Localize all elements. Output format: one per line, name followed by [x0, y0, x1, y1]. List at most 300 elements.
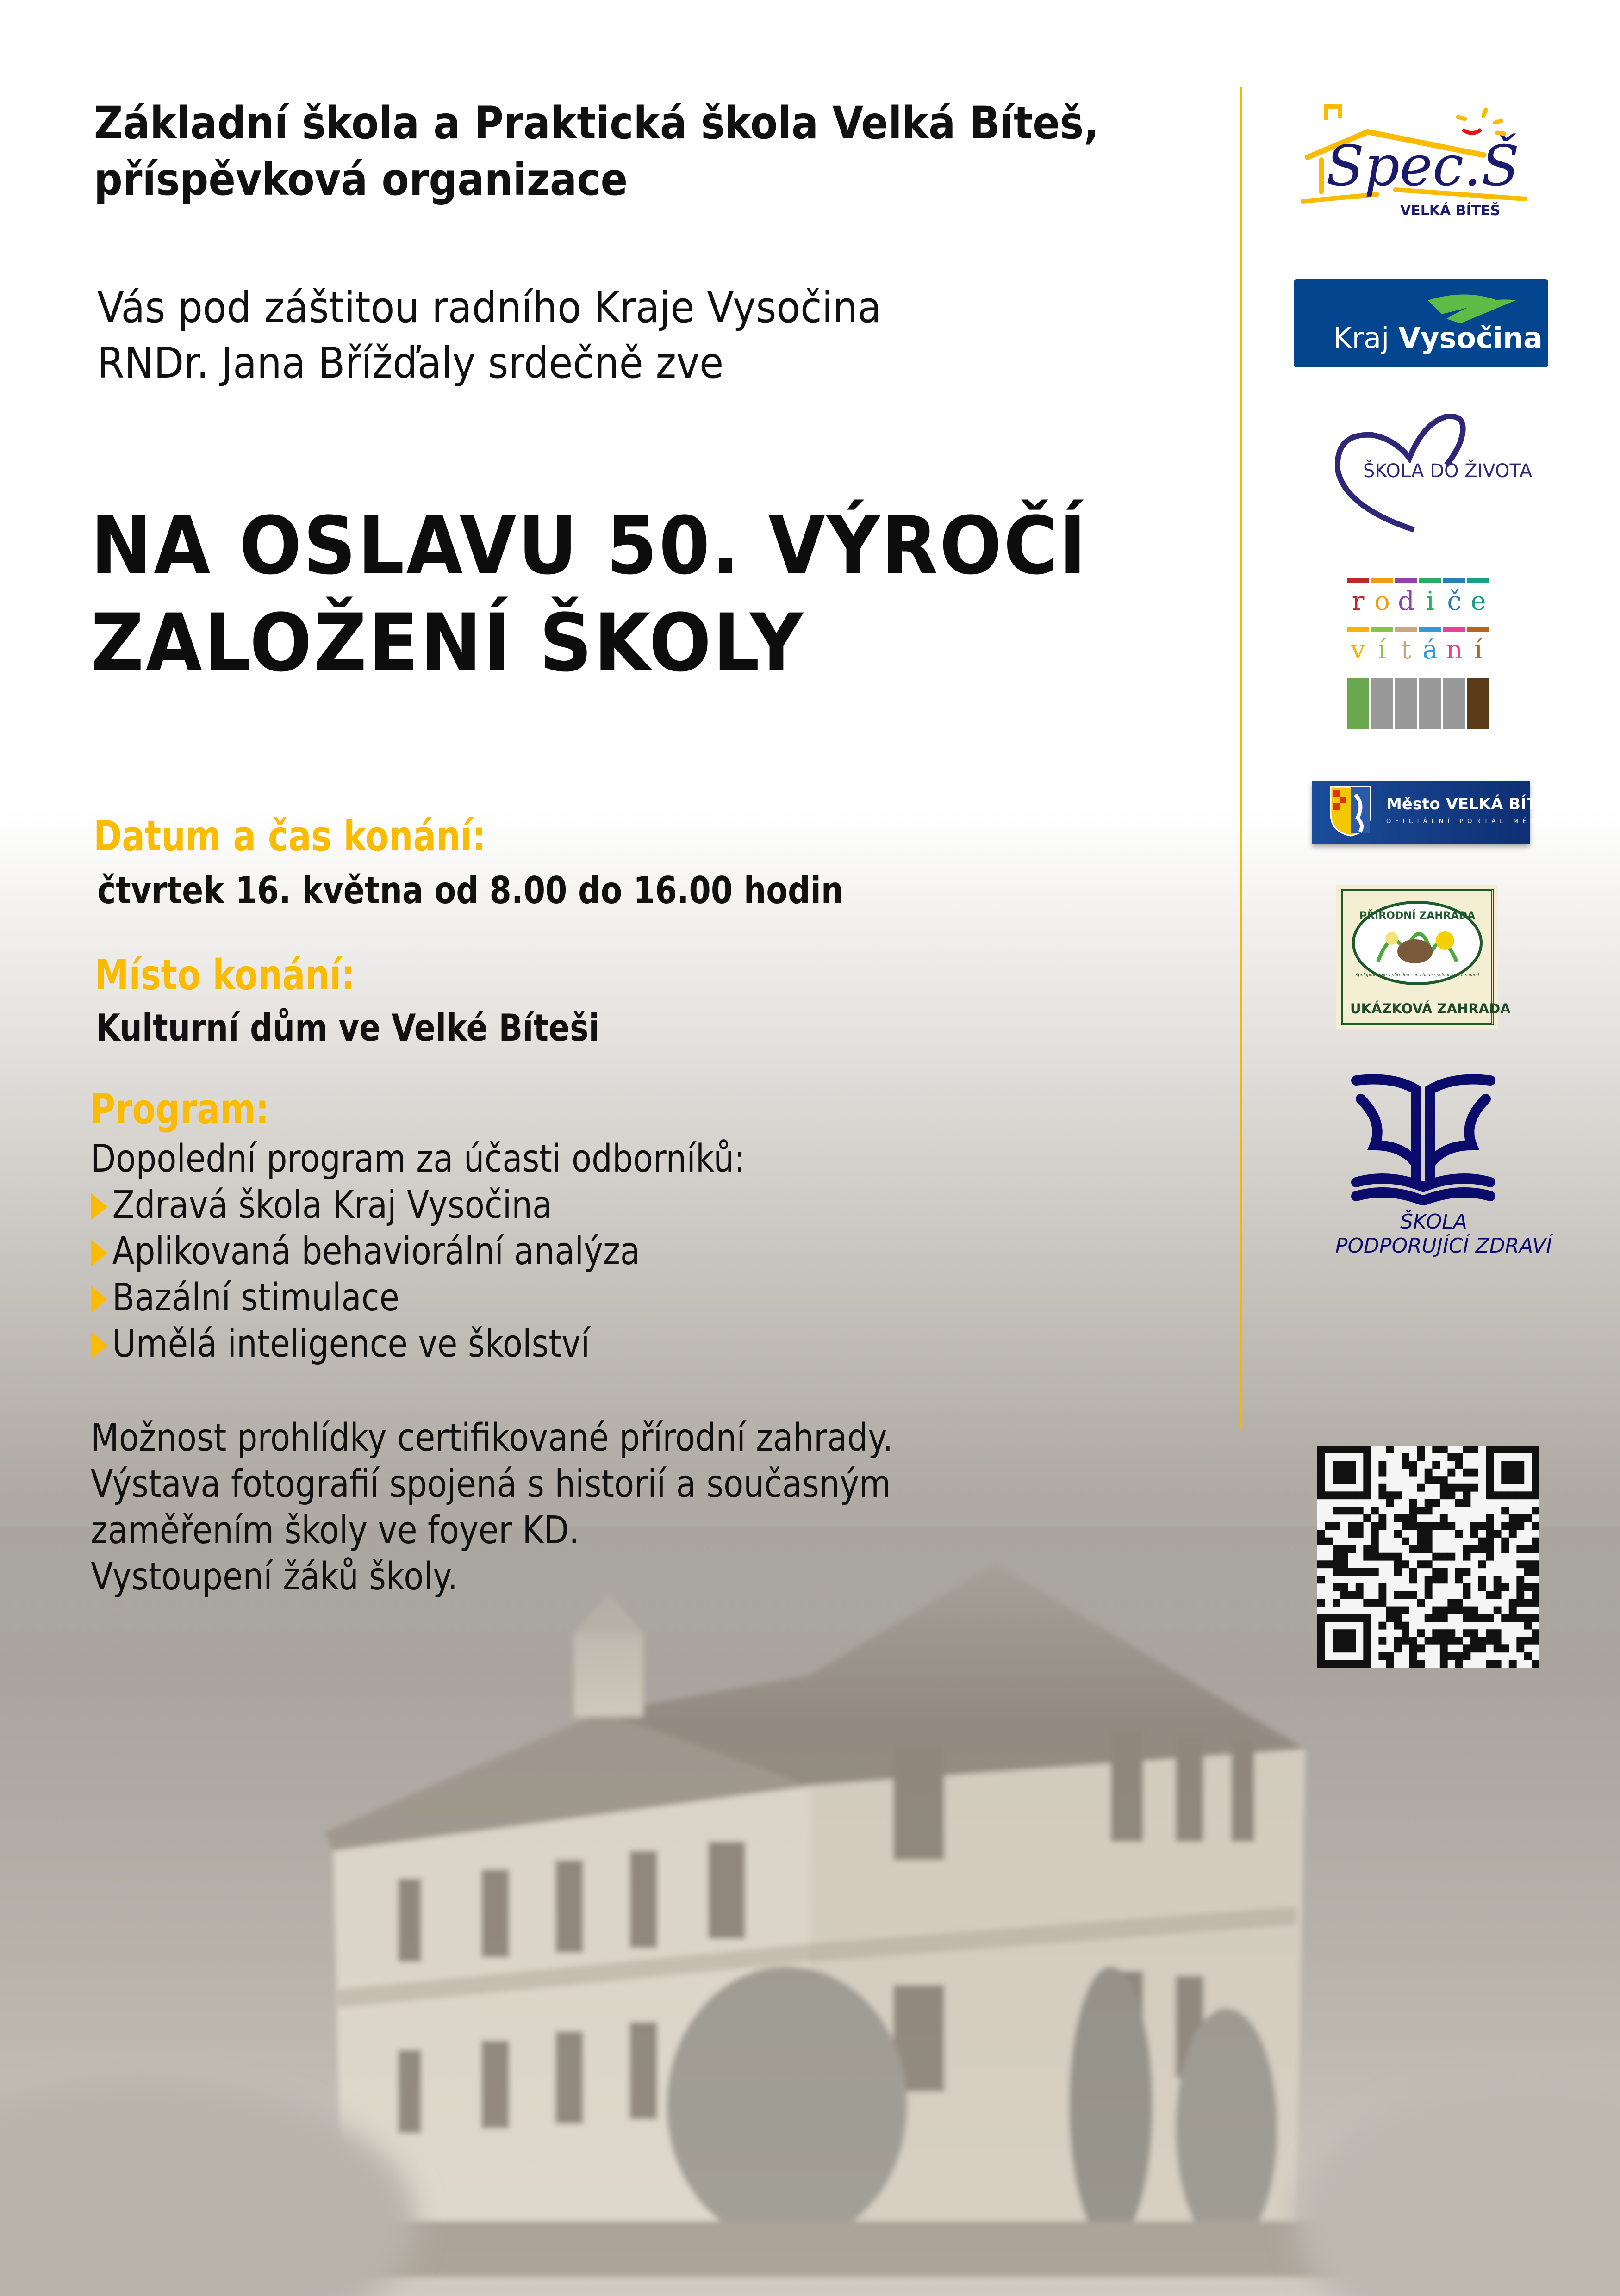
invitation-line-1: Vás pod záštitou radního Kraje Vysočina	[97, 283, 882, 332]
qr-module	[1386, 1614, 1394, 1622]
qr-module	[1532, 1476, 1539, 1484]
qr-module	[1455, 1637, 1463, 1645]
qr-module	[1363, 1545, 1371, 1553]
qr-module	[1394, 1530, 1402, 1538]
qr-module	[1463, 1568, 1470, 1576]
qr-module	[1340, 1461, 1348, 1469]
qr-module	[1386, 1660, 1394, 1668]
qr-module	[1425, 1507, 1433, 1514]
qr-module	[1486, 1461, 1494, 1469]
svg-text:Spec.Š: Spec.Š	[1326, 134, 1520, 199]
qr-module	[1470, 1629, 1478, 1637]
qr-module	[1486, 1538, 1494, 1545]
qr-module	[1340, 1629, 1348, 1637]
qr-module	[1371, 1568, 1379, 1576]
qr-module	[1394, 1560, 1402, 1568]
qr-module	[1378, 1622, 1386, 1630]
qr-module	[1409, 1576, 1417, 1583]
qr-module	[1409, 1499, 1417, 1507]
qr-module	[1317, 1476, 1325, 1484]
program-item-label: Umělá inteligence ve školství	[112, 1322, 590, 1366]
qr-module	[1348, 1507, 1356, 1514]
qr-module	[1402, 1514, 1409, 1522]
qr-module	[1325, 1660, 1333, 1668]
qr-module	[1340, 1568, 1348, 1576]
qr-module	[1509, 1514, 1517, 1522]
qr-module	[1325, 1522, 1333, 1530]
qr-module	[1417, 1660, 1425, 1668]
qr-module	[1463, 1583, 1470, 1591]
qr-module	[1486, 1484, 1494, 1492]
qr-module	[1340, 1660, 1348, 1668]
qr-module	[1486, 1530, 1494, 1538]
qr-module	[1463, 1545, 1470, 1553]
qr-module	[1340, 1583, 1348, 1591]
qr-module	[1463, 1652, 1470, 1660]
qr-module	[1340, 1560, 1348, 1568]
qr-module	[1532, 1568, 1539, 1576]
qr-module	[1432, 1607, 1440, 1614]
qr-module	[1333, 1545, 1340, 1553]
qr-module	[1425, 1522, 1433, 1530]
qr-module	[1486, 1446, 1494, 1453]
qr-module	[1440, 1644, 1448, 1652]
qr-module	[1501, 1538, 1509, 1545]
qr-module	[1486, 1476, 1494, 1484]
qr-module	[1478, 1576, 1486, 1583]
qr-module	[1509, 1446, 1517, 1453]
qr-module	[1363, 1629, 1371, 1637]
qr-module	[1532, 1522, 1539, 1530]
qr-module	[1386, 1553, 1394, 1561]
qr-module	[1386, 1652, 1394, 1660]
letter-tile: n	[1443, 627, 1465, 673]
organization-line-1: Základní škola a Praktická škola Velká Bíteš,	[94, 97, 1099, 149]
qr-module	[1402, 1461, 1409, 1469]
qr-module	[1532, 1469, 1539, 1477]
qr-module	[1463, 1644, 1470, 1652]
qr-module	[1340, 1614, 1348, 1622]
qr-module	[1524, 1622, 1532, 1630]
qr-module	[1494, 1607, 1502, 1614]
qr-module	[1516, 1614, 1524, 1622]
qr-module	[1532, 1591, 1539, 1599]
qr-module	[1409, 1637, 1417, 1645]
qr-module	[1317, 1453, 1325, 1461]
organization-line-2: příspěvková organizace	[94, 154, 628, 205]
qr-module	[1455, 1576, 1463, 1583]
letter-tile: o	[1371, 578, 1393, 625]
qr-module	[1509, 1491, 1517, 1499]
qr-module	[1378, 1637, 1386, 1645]
qr-module	[1478, 1522, 1486, 1530]
qr-module	[1486, 1491, 1494, 1499]
qr-module	[1371, 1530, 1379, 1538]
qr-module	[1455, 1530, 1463, 1538]
qr-module	[1394, 1491, 1402, 1499]
letter-tile: á	[1419, 627, 1441, 673]
letter-tile: í	[1371, 627, 1393, 673]
qr-module	[1486, 1522, 1494, 1530]
color-bar	[1371, 678, 1393, 729]
letter-tile: d	[1395, 578, 1417, 625]
qr-module	[1394, 1644, 1402, 1652]
qr-module	[1333, 1469, 1340, 1477]
qr-module	[1394, 1591, 1402, 1599]
qr-module	[1378, 1491, 1386, 1499]
qr-module	[1417, 1507, 1425, 1514]
qr-module	[1371, 1538, 1379, 1545]
qr-module	[1440, 1629, 1448, 1637]
qr-module	[1425, 1591, 1433, 1599]
invitation-text	[97, 280, 882, 391]
qr-module	[1333, 1599, 1340, 1607]
rodice-vitani-logo	[1347, 578, 1495, 736]
qr-module	[1524, 1446, 1532, 1453]
qr-module	[1478, 1545, 1486, 1553]
skola-zdravi-line-1: ŠKOLA	[1400, 1210, 1467, 1234]
qr-module	[1455, 1461, 1463, 1469]
qr-module	[1501, 1491, 1509, 1499]
qr-module	[1447, 1491, 1455, 1499]
program-item-label: Zdravá škola Kraj Vysočina	[112, 1183, 553, 1227]
qr-module	[1317, 1644, 1325, 1652]
qr-module	[1455, 1607, 1463, 1614]
program-item-label: Aplikovaná behaviorální analýza	[112, 1229, 641, 1273]
qr-module	[1486, 1660, 1494, 1668]
qr-module	[1455, 1453, 1463, 1461]
qr-module	[1463, 1629, 1470, 1637]
qr-module	[1363, 1660, 1371, 1668]
qr-module	[1394, 1637, 1402, 1645]
color-bar	[1443, 678, 1465, 729]
qr-module	[1447, 1652, 1455, 1660]
qr-module	[1409, 1469, 1417, 1477]
qr-module	[1356, 1660, 1364, 1668]
qr-module	[1317, 1629, 1325, 1637]
title-line-2: ZALOŽENÍ ŠKOLY	[91, 596, 805, 689]
qr-module	[1317, 1652, 1325, 1660]
qr-module	[1516, 1560, 1524, 1568]
qr-module	[1524, 1545, 1532, 1553]
qr-module	[1455, 1660, 1463, 1668]
qr-module	[1317, 1599, 1325, 1607]
qr-module	[1363, 1446, 1371, 1453]
qr-module	[1432, 1461, 1440, 1469]
qr-module	[1447, 1453, 1455, 1461]
triangle-bullet-icon	[91, 1193, 107, 1221]
qr-module	[1509, 1607, 1517, 1614]
qr-module	[1394, 1614, 1402, 1622]
qr-module	[1524, 1614, 1532, 1622]
qr-module	[1356, 1530, 1364, 1538]
qr-module	[1440, 1553, 1448, 1561]
qr-module	[1363, 1637, 1371, 1645]
qr-module	[1486, 1629, 1494, 1637]
svg-text:Spolupracujme s přírodou - ona: Spolupracujme s přírodou - ona bude spolupracovat s námi	[1355, 973, 1479, 978]
qr-module	[1516, 1522, 1524, 1530]
qr-module	[1432, 1476, 1440, 1484]
qr-module	[1440, 1607, 1448, 1614]
qr-module	[1532, 1491, 1539, 1499]
qr-module	[1333, 1522, 1340, 1530]
qr-module	[1440, 1660, 1448, 1668]
qr-module	[1333, 1568, 1340, 1576]
qr-module	[1348, 1461, 1356, 1469]
skola-do-zivota-logo	[1335, 414, 1533, 534]
svg-text:PŘÍRODNÍ ZAHRADA: PŘÍRODNÍ ZAHRADA	[1359, 910, 1476, 922]
note-line: Možnost prohlídky certifikované přírodní zahrady.	[91, 1416, 893, 1460]
qr-module	[1470, 1637, 1478, 1645]
qr-module	[1356, 1591, 1364, 1599]
qr-module	[1340, 1507, 1348, 1514]
skola-zdravi-line-2: PODPORUJÍCÍ ZDRAVÍ	[1335, 1234, 1552, 1258]
qr-module	[1432, 1637, 1440, 1645]
qr-module	[1317, 1530, 1325, 1538]
qr-module	[1340, 1469, 1348, 1477]
qr-module	[1317, 1469, 1325, 1477]
qr-module	[1378, 1522, 1386, 1530]
mesto-subtitle: OFICIÁLNÍ PORTÁL MĚSTA	[1386, 818, 1555, 825]
event-title	[91, 497, 1088, 692]
qr-module	[1356, 1446, 1364, 1453]
svg-text:VELKÁ BÍTEŠ: VELKÁ BÍTEŠ	[1400, 203, 1501, 219]
qr-module	[1432, 1629, 1440, 1637]
qr-module	[1516, 1637, 1524, 1645]
qr-module	[1425, 1530, 1433, 1538]
qr-module	[1440, 1514, 1448, 1522]
qr-module	[1432, 1499, 1440, 1507]
qr-module	[1470, 1446, 1478, 1453]
qr-module	[1340, 1644, 1348, 1652]
qr-module	[1532, 1545, 1539, 1553]
note-line: Vystoupení žáků školy.	[91, 1555, 458, 1599]
qr-module	[1325, 1614, 1333, 1622]
qr-module	[1348, 1446, 1356, 1453]
qr-module	[1378, 1514, 1386, 1522]
qr-module	[1409, 1545, 1417, 1553]
qr-module	[1516, 1545, 1524, 1553]
qr-module	[1478, 1538, 1486, 1545]
qr-module	[1463, 1499, 1470, 1507]
qr-code[interactable]	[1317, 1446, 1539, 1668]
qr-module	[1501, 1476, 1509, 1484]
qr-module	[1333, 1629, 1340, 1637]
qr-module	[1363, 1553, 1371, 1561]
program-item	[91, 1275, 745, 1321]
qr-module	[1348, 1660, 1356, 1668]
qr-module	[1348, 1522, 1356, 1530]
qr-module	[1348, 1644, 1356, 1652]
qr-module	[1325, 1538, 1333, 1545]
zahrada-bottom-text: UKÁZKOVÁ ZAHRADA	[1350, 1001, 1511, 1017]
letter-tile: e	[1467, 578, 1489, 625]
qr-module	[1386, 1499, 1394, 1507]
qr-module	[1440, 1484, 1448, 1492]
qr-module	[1516, 1599, 1524, 1607]
qr-module	[1333, 1507, 1340, 1514]
qr-module	[1524, 1583, 1532, 1591]
qr-module	[1317, 1576, 1325, 1583]
qr-module	[1516, 1469, 1524, 1477]
qr-module	[1402, 1637, 1409, 1645]
qr-module	[1363, 1484, 1371, 1492]
qr-module	[1463, 1446, 1470, 1453]
qr-module	[1425, 1614, 1433, 1622]
color-bar	[1347, 678, 1369, 729]
qr-module	[1333, 1461, 1340, 1469]
program-heading: Program:	[90, 1085, 269, 1134]
qr-module	[1524, 1637, 1532, 1645]
qr-module	[1409, 1461, 1417, 1469]
qr-module	[1532, 1660, 1539, 1668]
qr-module	[1363, 1652, 1371, 1660]
qr-module	[1524, 1599, 1532, 1607]
qr-module	[1333, 1637, 1340, 1645]
skola-podporujici-zdravi-logo	[1333, 1071, 1552, 1266]
qr-module	[1356, 1568, 1364, 1576]
coat-of-arms-icon	[1330, 786, 1371, 837]
qr-module	[1317, 1622, 1325, 1630]
qr-module	[1494, 1583, 1502, 1591]
qr-module	[1501, 1644, 1509, 1652]
qr-module	[1425, 1499, 1433, 1507]
qr-module	[1402, 1560, 1409, 1568]
qr-module	[1509, 1599, 1517, 1607]
organization-name	[94, 95, 1099, 208]
qr-module	[1402, 1629, 1409, 1637]
qr-module	[1363, 1461, 1371, 1469]
qr-module	[1532, 1484, 1539, 1492]
letter-tile: č	[1443, 578, 1465, 625]
qr-module	[1371, 1545, 1379, 1553]
qr-module	[1363, 1614, 1371, 1622]
qr-module	[1402, 1622, 1409, 1630]
hedgehog-dandelion-emblem-icon	[1350, 897, 1484, 994]
qr-module	[1409, 1507, 1417, 1514]
prirodni-zahrada-logo	[1336, 885, 1511, 1029]
qr-module	[1509, 1660, 1517, 1668]
qr-module	[1417, 1484, 1425, 1492]
qr-module	[1501, 1545, 1509, 1553]
qr-module	[1463, 1553, 1470, 1561]
qr-module	[1348, 1491, 1356, 1499]
qr-code-icon	[1317, 1446, 1539, 1668]
qr-module	[1516, 1514, 1524, 1522]
qr-module	[1378, 1469, 1386, 1477]
qr-module	[1333, 1614, 1340, 1622]
qr-module	[1486, 1553, 1494, 1561]
qr-module	[1447, 1637, 1455, 1645]
qr-module	[1340, 1553, 1348, 1561]
qr-module	[1402, 1538, 1409, 1545]
qr-module	[1409, 1660, 1417, 1668]
qr-module	[1463, 1491, 1470, 1499]
qr-module	[1494, 1660, 1502, 1668]
qr-module	[1532, 1599, 1539, 1607]
qr-module	[1378, 1599, 1386, 1607]
qr-module	[1348, 1530, 1356, 1538]
qr-module	[1378, 1591, 1386, 1599]
triangle-bullet-icon	[91, 1239, 107, 1267]
qr-module	[1378, 1553, 1386, 1561]
qr-module	[1447, 1553, 1455, 1561]
qr-module	[1340, 1491, 1348, 1499]
qr-module	[1501, 1469, 1509, 1477]
qr-module	[1470, 1614, 1478, 1622]
note-line: Výstava fotografií spojená s historií a současným	[91, 1462, 891, 1506]
letter-tile: v	[1347, 627, 1369, 673]
note-line: zaměřením školy ve foyer KD.	[91, 1508, 579, 1552]
qr-module	[1470, 1522, 1478, 1530]
qr-module	[1371, 1553, 1379, 1561]
qr-module	[1455, 1568, 1463, 1576]
qr-module	[1440, 1568, 1448, 1576]
qr-module	[1317, 1538, 1325, 1545]
letter-tile: t	[1395, 627, 1417, 673]
qr-module	[1340, 1446, 1348, 1453]
qr-module	[1317, 1461, 1325, 1469]
qr-module	[1394, 1607, 1402, 1614]
qr-module	[1463, 1591, 1470, 1599]
qr-module	[1478, 1560, 1486, 1568]
qr-module	[1447, 1629, 1455, 1637]
qr-module	[1325, 1491, 1333, 1499]
qr-module	[1478, 1637, 1486, 1645]
qr-module	[1340, 1637, 1348, 1645]
qr-module	[1440, 1637, 1448, 1645]
qr-module	[1532, 1614, 1539, 1622]
qr-module	[1402, 1453, 1409, 1461]
qr-module	[1516, 1591, 1524, 1599]
qr-module	[1371, 1599, 1379, 1607]
program-item	[91, 1182, 745, 1229]
kraj-vysocina-text	[1333, 321, 1543, 355]
qr-module	[1317, 1560, 1325, 1568]
qr-module	[1509, 1469, 1517, 1477]
qr-module	[1348, 1545, 1356, 1553]
qr-module	[1417, 1522, 1425, 1530]
qr-module	[1356, 1614, 1364, 1622]
program-list	[91, 1136, 745, 1367]
qr-module	[1356, 1583, 1364, 1591]
qr-module	[1532, 1507, 1539, 1514]
qr-module	[1486, 1591, 1494, 1599]
qr-module	[1333, 1660, 1340, 1668]
qr-module	[1516, 1644, 1524, 1652]
qr-module	[1409, 1568, 1417, 1576]
qr-module	[1432, 1446, 1440, 1453]
qr-module	[1363, 1469, 1371, 1477]
qr-module	[1509, 1530, 1517, 1538]
qr-module	[1486, 1637, 1494, 1645]
qr-module	[1501, 1614, 1509, 1622]
place-heading: Místo konání:	[95, 951, 355, 999]
qr-module	[1532, 1629, 1539, 1637]
qr-module	[1356, 1507, 1364, 1514]
qr-module	[1447, 1522, 1455, 1530]
qr-module	[1417, 1538, 1425, 1545]
vertical-divider	[1240, 87, 1242, 1429]
qr-module	[1509, 1614, 1517, 1622]
qr-module	[1447, 1469, 1455, 1477]
qr-module	[1425, 1576, 1433, 1583]
letter-tile: i	[1419, 578, 1441, 625]
qr-module	[1425, 1476, 1433, 1484]
qr-module	[1486, 1469, 1494, 1477]
qr-module	[1494, 1637, 1502, 1645]
color-bar	[1395, 678, 1417, 729]
